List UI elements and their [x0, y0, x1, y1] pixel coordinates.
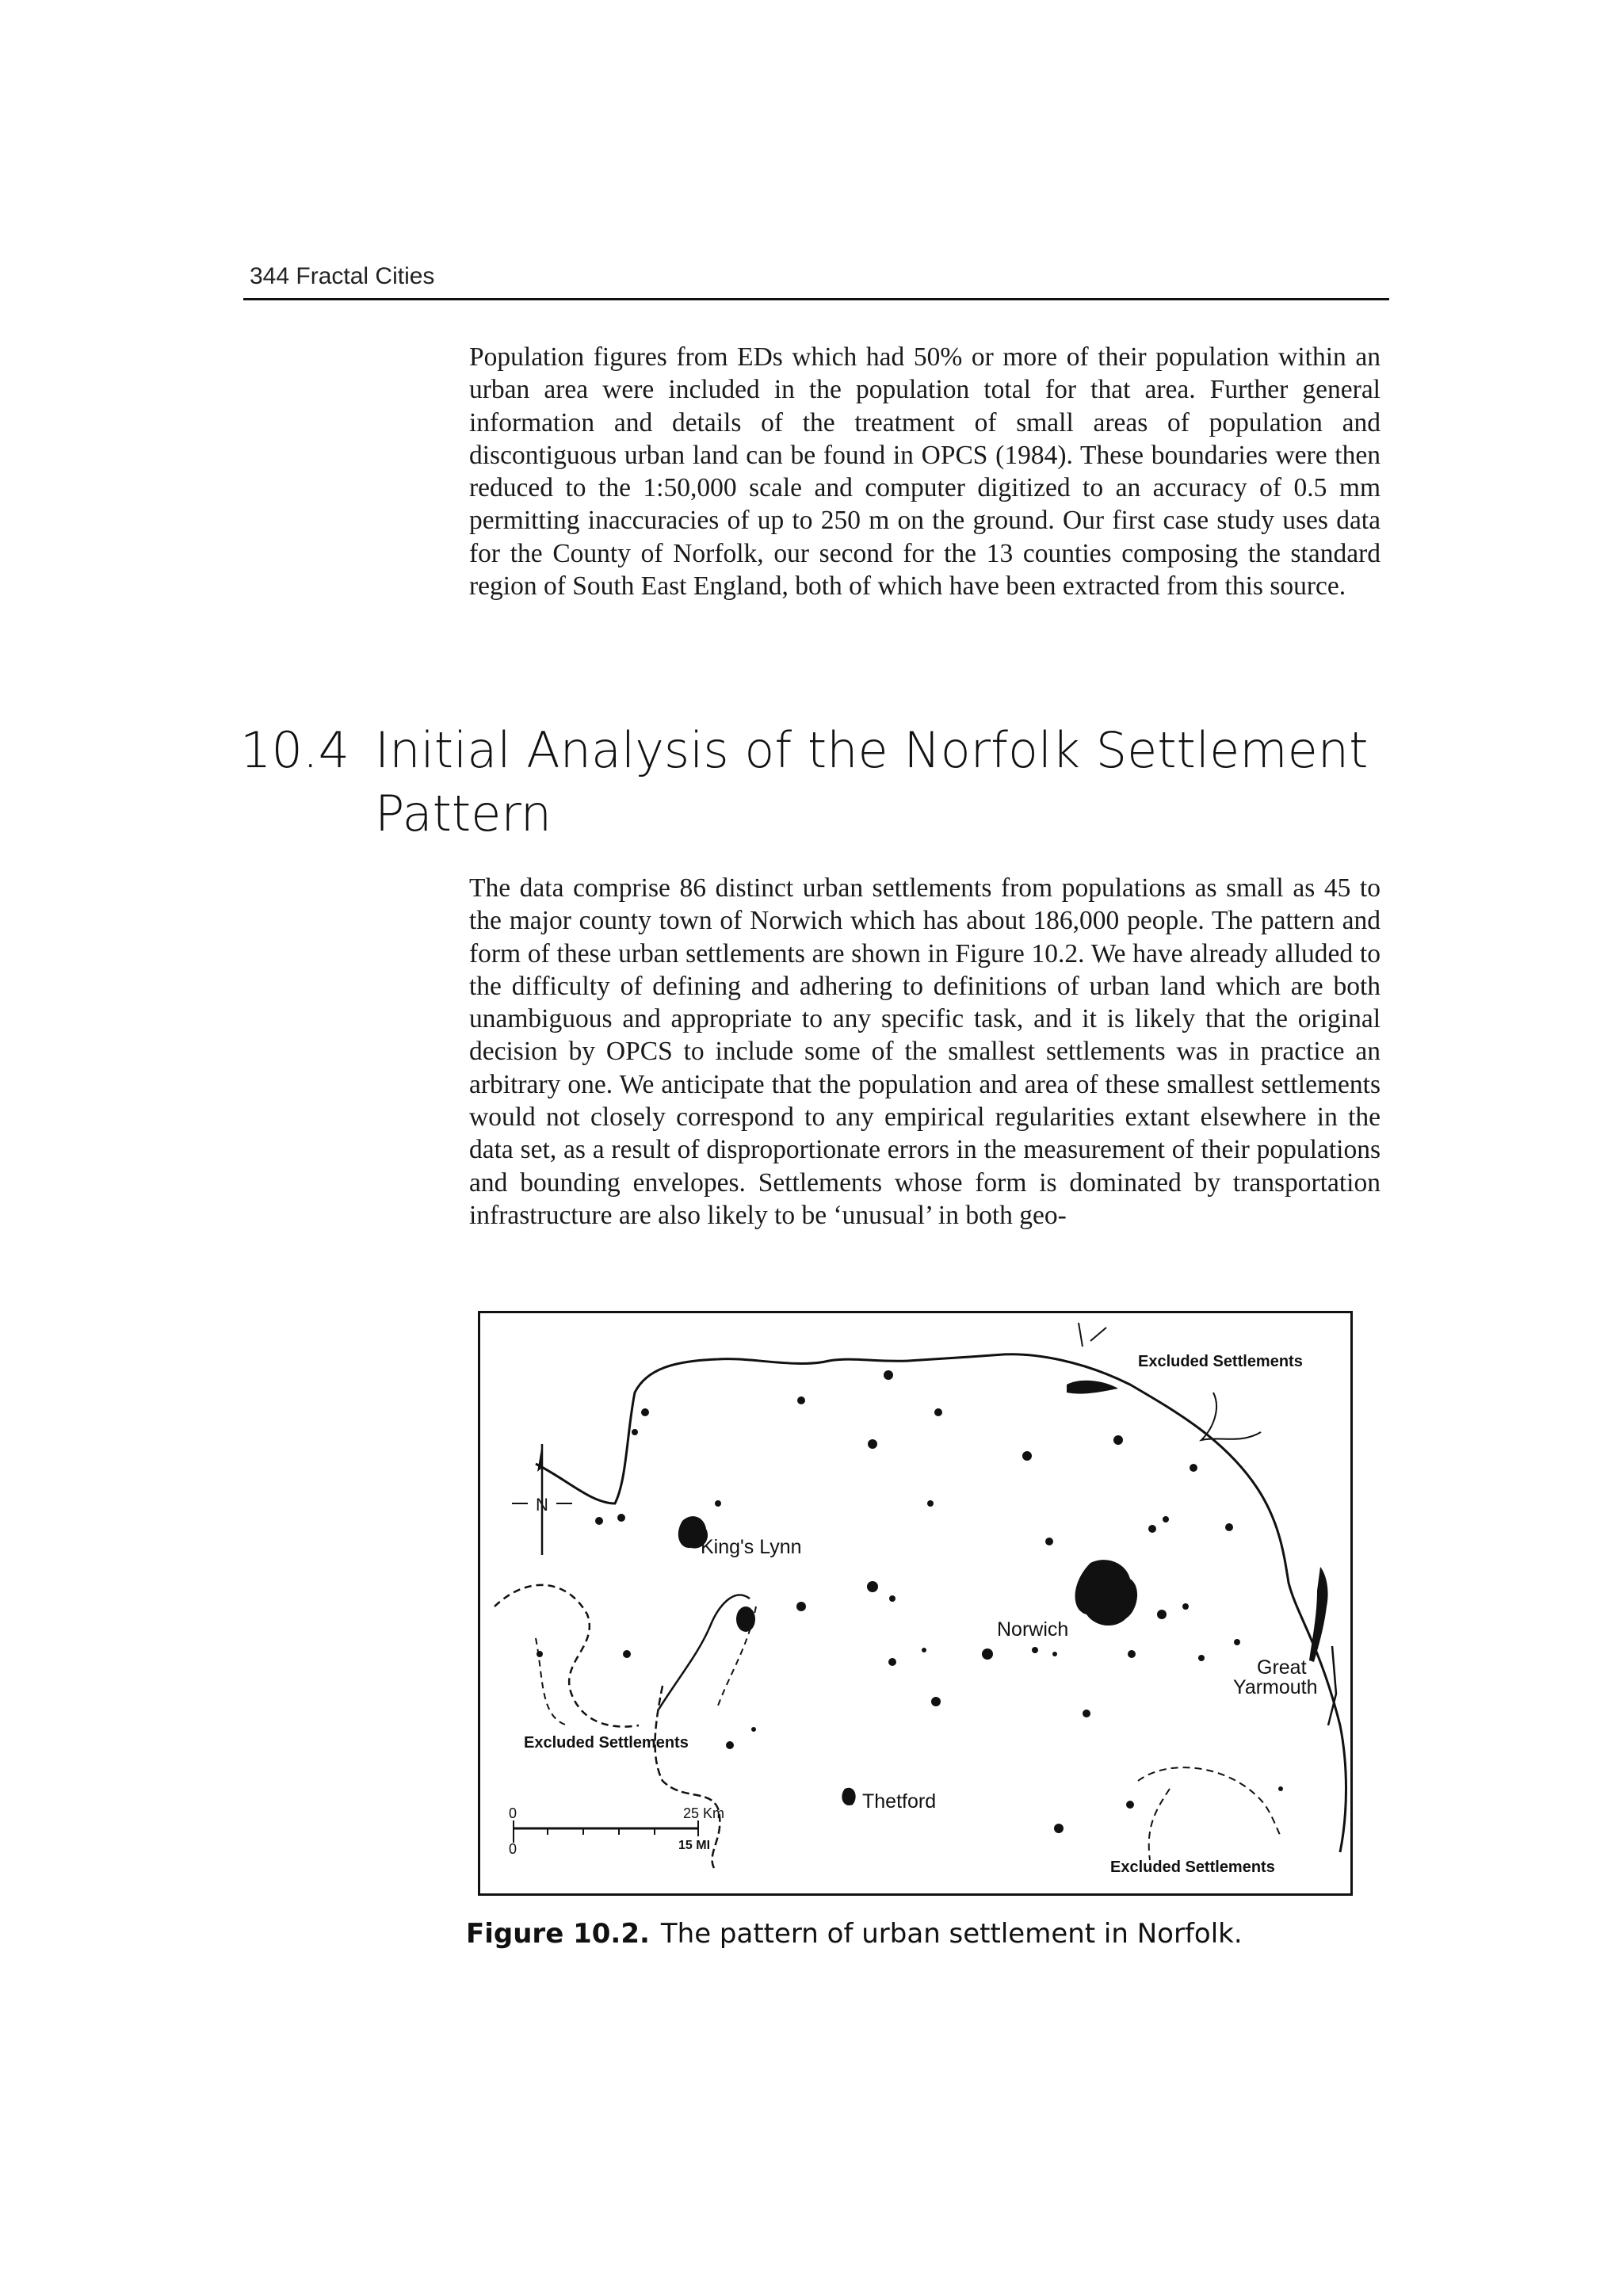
- section-number: 10.4: [240, 721, 350, 779]
- settlement-22: [1182, 1603, 1189, 1610]
- settlement-12: [715, 1500, 721, 1507]
- paragraph-2-text: The data comprise 86 distinct urban settlements from populations as small as 45 to the major county town of Norwich which has about 186,000 people. The pattern and form of these urban settlements are shown in Figure 10.2. We have already alluded to the difficulty of defining and adhering to definitions of urban land which are both unambiguous and appropriate to any specific task, and it is likely that the original decision by OPCS to include some of the smallest settlements was in practice an arbitrary one. We anticipate that the population and area of these smallest settlements would not closely correspond to any empirical regularities extant elsewhere in the data set, as a result of disproportionate errors in the measurement of their populations and bounding envelopes. Settlements whose form is dominated by transportation infrastructure are also likely to be ‘unusual’ in both geo-: [469, 873, 1381, 1230]
- label-excluded-ne: Excluded Settlements: [1138, 1353, 1303, 1370]
- se-boundary-2: [1149, 1789, 1170, 1860]
- scale-km: 25 Km: [683, 1805, 725, 1821]
- settlement-5: [632, 1429, 638, 1435]
- header-rule: [243, 298, 1389, 300]
- settlement-10: [595, 1517, 603, 1525]
- settlement-19: [889, 1595, 896, 1602]
- settlement-35: [726, 1741, 734, 1749]
- norwich-settlement: [1075, 1560, 1137, 1626]
- settlement-14: [1045, 1538, 1053, 1545]
- coastline: [536, 1354, 1346, 1852]
- settlement-9: [1190, 1464, 1197, 1472]
- scale-mi: 15 MI: [678, 1839, 711, 1852]
- settlement-20: [796, 1602, 806, 1611]
- settlement-27: [982, 1648, 993, 1660]
- label-norwich: Norwich: [997, 1618, 1069, 1641]
- settlement-6: [868, 1439, 877, 1449]
- settlement-38: [1054, 1824, 1064, 1833]
- paragraph-2: [469, 872, 1381, 1232]
- settlement-18: [867, 1581, 878, 1592]
- label-yarmouth: Yarmouth: [1233, 1676, 1318, 1698]
- settlement-1: [797, 1396, 805, 1404]
- settlement-7: [1022, 1451, 1032, 1461]
- settlement-15: [1148, 1525, 1156, 1533]
- scale-bar: [509, 1805, 724, 1857]
- settlement-8: [1113, 1435, 1123, 1445]
- settlement-17: [1225, 1523, 1233, 1531]
- paragraph-1-text: Population figures from EDs which had 50% or more of their population within an urban area were included in the population total for that area. Further general information and details of the treatment of small areas of population and discontiguous urban land can be found in OPCS (1984). These boundaries were then reduced to the 1:50,000 scale and computer digitized to an accuracy of 0.5 mm permitting inaccuracies of up to 250 m on the ground. Our first case study uses data for the County of Norfolk, our second for the 13 counties composing the standard region of South East England, both of which have been extracted from this source.: [469, 342, 1381, 602]
- label-kings-lynn: King's Lynn: [701, 1536, 802, 1558]
- paragraph-1: [469, 341, 1381, 602]
- section-heading: [240, 719, 1389, 846]
- label-excluded-w: Excluded Settlements: [524, 1734, 689, 1752]
- settlement-32: [1234, 1639, 1240, 1645]
- running-head: 344 Fractal Cities: [250, 263, 435, 289]
- scale-zero-bottom: 0: [509, 1841, 517, 1857]
- settlement-13: [927, 1500, 934, 1507]
- section-title-line2: Pattern: [375, 785, 552, 842]
- settlement-28: [1032, 1647, 1038, 1653]
- settlement-3: [934, 1408, 942, 1416]
- north-arrow: [512, 1444, 572, 1555]
- settlement-31: [1198, 1655, 1205, 1661]
- settlement-33: [931, 1697, 941, 1706]
- label-thetford: Thetford: [862, 1790, 937, 1813]
- norfolk-settlement-map: [478, 1311, 1353, 1896]
- settlement-36: [751, 1727, 756, 1732]
- settlement-4: [641, 1408, 649, 1416]
- label-great: Great: [1257, 1656, 1307, 1679]
- scale-zero-top: 0: [509, 1805, 517, 1821]
- figure-caption: [466, 1918, 1243, 1950]
- settlement-21: [1157, 1610, 1167, 1619]
- caption-text: The pattern of urban settlement in Norfolk.: [660, 1918, 1243, 1950]
- settlement-23: [623, 1650, 631, 1658]
- settlement-26: [922, 1648, 926, 1652]
- ne-boundary: [1201, 1392, 1261, 1440]
- map-svg: [480, 1313, 1350, 1893]
- ne-tick: [1079, 1323, 1106, 1347]
- caption-number: Figure 10.2.: [466, 1918, 650, 1950]
- settlement-37: [1126, 1801, 1134, 1809]
- settlement-16: [1163, 1516, 1169, 1522]
- se-boundary: [1138, 1767, 1281, 1836]
- settlement-39: [1278, 1786, 1283, 1791]
- settlement-11: [617, 1514, 625, 1522]
- settlement-24: [537, 1651, 543, 1657]
- thetford-settlement: [842, 1788, 855, 1805]
- settlement-30: [1128, 1650, 1136, 1658]
- great-yarmouth-settlement: [1309, 1567, 1328, 1662]
- settlement-29: [1052, 1652, 1057, 1656]
- settlement-34: [1083, 1710, 1090, 1717]
- settlement-swaffham: [736, 1606, 755, 1632]
- settlement-ne-coast: [1067, 1381, 1118, 1394]
- west-boundary: [495, 1585, 639, 1727]
- settlement-25: [888, 1658, 896, 1666]
- north-label: N: [536, 1495, 548, 1515]
- ouse-boundary: [659, 1595, 750, 1710]
- section-title-line1: Initial Analysis of the Norfolk Settlement: [375, 721, 1369, 779]
- label-excluded-se: Excluded Settlements: [1110, 1859, 1275, 1876]
- settlement-2: [884, 1370, 893, 1380]
